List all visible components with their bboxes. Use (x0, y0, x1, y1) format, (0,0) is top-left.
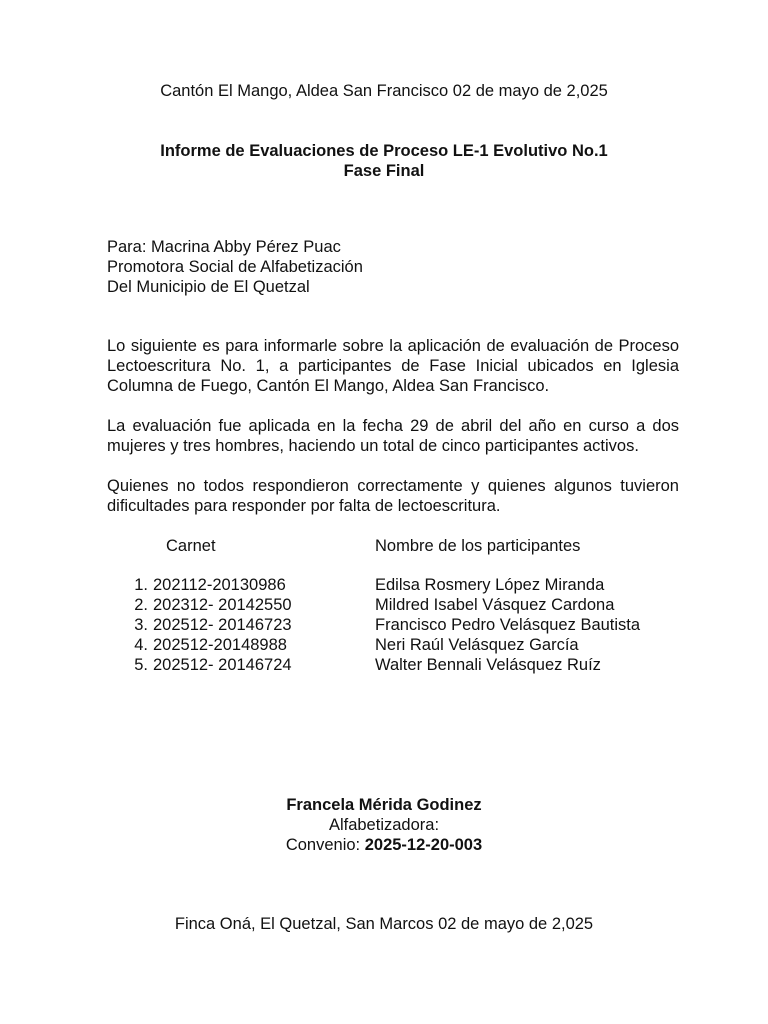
body-paragraph-3: Quienes no todos respondieron correctamente y quienes algunos tuvieron dificultades para responder por falta de lectoescritura. (107, 477, 679, 515)
item-number: 2. (134, 596, 148, 614)
convenio-value: 2025-12-20-003 (364, 836, 483, 854)
title-line-1: Informe de Evaluaciones de Proceso LE-1 Evolutivo No.1 (160, 142, 608, 160)
participant-name: Walter Bennali Velásquez Ruíz (375, 656, 601, 674)
list-item (0, 615, 768, 635)
list-item (0, 635, 768, 655)
body-paragraph-1: Lo siguiente es para informarle sobre la aplicación de evaluación de Proceso Lectoescritura No. 1, a participantes de Fase Inicial ubicados en Iglesia Columna de Fuego, Cantón El Mango, Aldea San Francisco. (107, 337, 679, 395)
list-item (0, 575, 768, 595)
participant-carnet: 202512-20148988 (153, 636, 287, 654)
footer-place-date: Finca Oná, El Quetzal, San Marcos 02 de mayo de 2,025 (174, 915, 594, 933)
title-line-2: Fase Final (343, 162, 425, 180)
body-paragraph-2: La evaluación fue aplicada en la fecha 29 de abril del año en curso a dos mujeres y tres hombres, haciendo un total de cinco participantes activos. (107, 417, 679, 455)
participant-name: Edilsa Rosmery López Miranda (375, 576, 605, 594)
participant-carnet: 202512- 20146724 (153, 656, 292, 674)
participant-name: Francisco Pedro Velásquez Bautista (375, 616, 641, 634)
participants-header (0, 536, 768, 556)
item-number: 4. (134, 636, 148, 654)
recipient-line-3: Del Municipio de El Quetzal (107, 278, 310, 296)
convenio-label: Convenio: (285, 836, 365, 854)
participant-name: Neri Raúl Velásquez García (375, 636, 579, 654)
item-number: 3. (134, 616, 148, 634)
convenio-line (0, 835, 768, 855)
recipient-line-2: Promotora Social de Alfabetización (107, 258, 363, 276)
header-place-date: Cantón El Mango, Aldea San Francisco 02 de mayo de 2,025 (160, 82, 608, 100)
participant-carnet: 202312- 20142550 (153, 596, 292, 614)
participant-carnet: 202512- 20146723 (153, 616, 292, 634)
participant-carnet: 202112-20130986 (153, 576, 286, 594)
signature-block (0, 795, 768, 855)
recipient-line-1: Para: Macrina Abby Pérez Puac (107, 238, 341, 256)
item-number: 5. (134, 656, 148, 674)
carnet-column-header: Carnet (166, 537, 216, 555)
list-item (0, 655, 768, 675)
recipient-block (107, 237, 363, 297)
participants-list (0, 575, 768, 675)
participant-name: Mildred Isabel Vásquez Cardona (375, 596, 615, 614)
item-number: 1. (134, 576, 148, 594)
report-title (0, 141, 768, 181)
name-column-header: Nombre de los participantes (375, 537, 581, 555)
signer-role: Alfabetizadora: (328, 816, 440, 834)
list-item (0, 595, 768, 615)
signer-name: Francela Mérida Godinez (286, 796, 482, 814)
